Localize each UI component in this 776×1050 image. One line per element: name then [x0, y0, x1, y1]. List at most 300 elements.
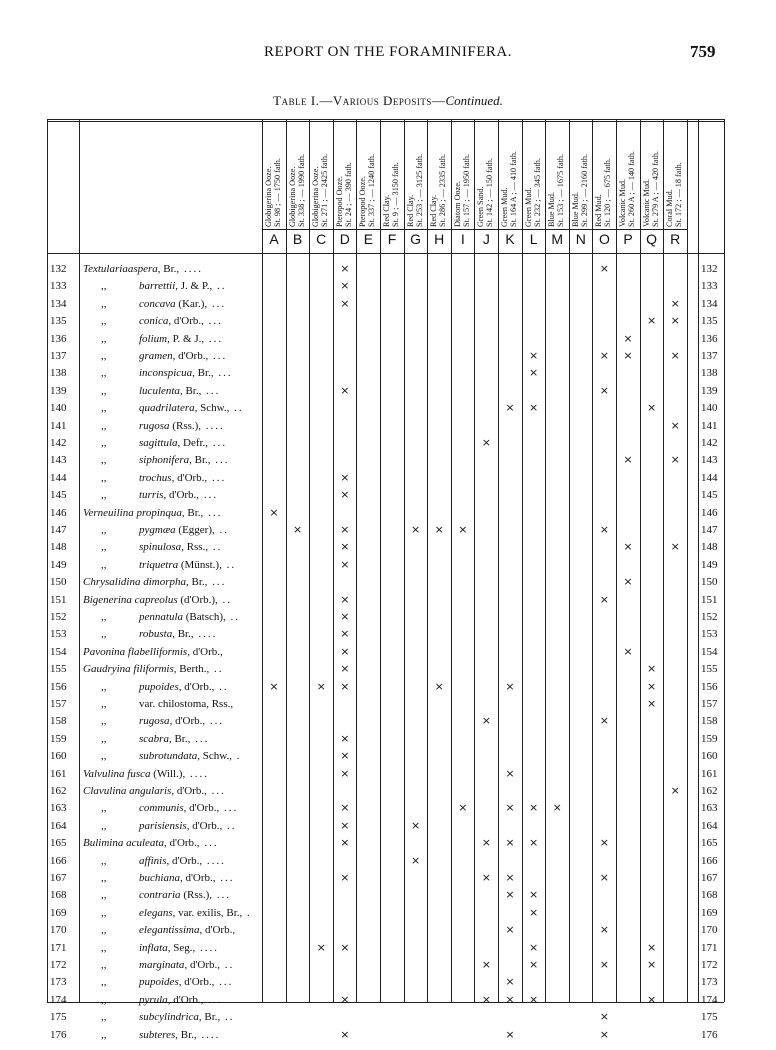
species-epithet: communis: [139, 802, 184, 815]
authority: , P. & J.,: [167, 332, 205, 345]
column-station-label: St. 232 ; — 345 fath.: [532, 158, 542, 227]
column-deposit-label: Red Clay.: [405, 194, 415, 227]
row-number: 150: [50, 576, 67, 589]
row-number-right: 171: [701, 941, 718, 954]
occurrence-mark: ×: [505, 801, 515, 815]
occurrence-mark: ×: [340, 523, 350, 536]
species-epithet: subteres: [139, 1028, 176, 1041]
authority: , Br.,: [185, 576, 208, 589]
column-deposit-label: Volcanic Mud.: [641, 178, 651, 227]
occurrence-mark: ×: [505, 975, 515, 989]
row-number-right: 172: [701, 959, 718, 971]
leader-dots: ..: [229, 402, 244, 415]
leader-dots: ..: [220, 1011, 235, 1024]
occurrence-mark: ×: [670, 418, 680, 432]
species-name: [83, 609, 263, 625]
species-name: [83, 905, 263, 921]
column-letter-o: O: [598, 231, 610, 247]
occurrence-mark: ×: [670, 314, 680, 328]
authority: , d'Orb.,: [171, 785, 207, 797]
leader-dots: ..: [208, 541, 223, 554]
species-name: [83, 748, 263, 764]
column-letter-i: I: [460, 231, 465, 247]
occurrence-mark: ×: [410, 523, 421, 536]
leader-dots: ...: [213, 367, 233, 380]
species-epithet: sagittula: [139, 437, 178, 449]
column-station-label: St. 260 A ; — 140 fath.: [627, 151, 636, 227]
authority: , Br.,: [192, 367, 214, 380]
row-number-right: 135: [701, 315, 718, 328]
leader-dots: ...: [199, 489, 219, 502]
table-row: [0, 383, 776, 399]
occurrence-mark: ×: [528, 905, 539, 919]
leader-dots: ..: [217, 593, 233, 606]
column-letter-q: Q: [646, 231, 658, 247]
species-epithet: quadrilatera: [139, 402, 195, 415]
occurrence-mark: ×: [505, 679, 515, 693]
ditto-mark: ,,: [101, 541, 107, 554]
ditto-mark: ,,: [101, 524, 107, 536]
table-row: [0, 296, 776, 312]
genus-name: Textularia: [83, 263, 128, 275]
occurrence-mark: ×: [528, 888, 539, 902]
header-bottom-rule: [47, 253, 724, 254]
authority: , var. exilis, Br.,: [172, 906, 243, 919]
column-header-m: [547, 77, 567, 227]
ditto-mark: ,,: [101, 471, 107, 484]
ditto-mark: ,,: [101, 402, 107, 415]
authority: , d'Orb.,: [166, 854, 203, 867]
authority: , Defr.,: [177, 437, 209, 449]
row-number: 172: [50, 959, 67, 971]
authority: , d'Orb.,: [178, 680, 215, 693]
occurrence-mark: ×: [340, 871, 350, 884]
ditto-mark: ,,: [101, 280, 107, 293]
occurrence-mark: ×: [340, 801, 350, 815]
species-epithet: pennatula: [139, 611, 183, 623]
table-row: [0, 748, 776, 764]
authority: , d'Orb.,: [178, 976, 215, 989]
occurrence-mark: ×: [340, 940, 350, 954]
column-station-label: St. 253 ; — 3125 fath.: [414, 153, 424, 227]
occurrence-mark: ×: [269, 679, 279, 693]
species-name: [83, 696, 263, 712]
authority: var. chilostoma, Rss.,: [139, 698, 234, 710]
column-station-label: St. 271 ; — 2425 fath.: [320, 153, 330, 227]
ditto-mark: ,,: [101, 906, 107, 919]
column-header-q: [642, 77, 662, 227]
ditto-mark: ,,: [101, 750, 107, 763]
authority: (Will.),: [150, 767, 186, 780]
species-epithet: pupoides: [139, 976, 179, 989]
authority: , Br.,: [189, 454, 211, 467]
species-name: [83, 487, 263, 503]
leader-dots: ...: [214, 976, 234, 989]
leader-dots: ..: [225, 611, 241, 623]
species-name: [83, 261, 263, 277]
table-row: [0, 592, 776, 608]
row-number: 176: [50, 1028, 67, 1041]
authority: (Egger),: [175, 524, 215, 536]
column-header-e: [358, 77, 378, 227]
species-epithet: inflata: [139, 941, 168, 954]
leader-dots: ....: [179, 263, 203, 275]
row-number: 170: [50, 924, 67, 937]
occurrence-mark: ×: [599, 592, 609, 606]
row-number-right: 146: [701, 506, 718, 519]
table-row: [0, 679, 776, 695]
row-number-right: 161: [701, 767, 718, 780]
column-station-label: St. 120 ; — 675 fath.: [603, 158, 613, 227]
species-epithet: siphonifera: [139, 454, 190, 467]
occurrence-mark: ×: [505, 888, 515, 902]
occurrence-mark: ×: [481, 436, 491, 449]
leader-dots: ...: [212, 889, 232, 902]
occurrence-mark: ×: [528, 801, 539, 815]
authority: (Münst.),: [178, 558, 222, 571]
occurrence-mark: ×: [340, 540, 350, 554]
row-number-right: 142: [701, 437, 718, 449]
species-epithet: scabra: [139, 732, 169, 745]
row-number: 151: [50, 593, 67, 606]
table-row: [0, 800, 776, 816]
genus-name: Clavulina angularis: [83, 785, 172, 797]
column-deposit-label: Red Clay.: [382, 194, 391, 227]
ditto-mark: ,,: [101, 715, 107, 728]
column-header-n: [571, 77, 591, 227]
row-number: 169: [50, 906, 67, 919]
row-number-right: 147: [701, 524, 718, 536]
occurrence-mark: ×: [269, 505, 279, 519]
authority: , Br.,: [175, 1028, 197, 1041]
column-station-label: St. 164 A ; — 410 fath.: [509, 151, 518, 227]
row-number-right: 138: [701, 367, 718, 380]
leader-dots: ....: [202, 854, 226, 867]
row-number-right: 148: [701, 541, 718, 554]
species-epithet: luculenta: [139, 384, 180, 397]
column-station-label: St. 153 ; — 1675 fath.: [556, 153, 566, 227]
ditto-mark: ,,: [101, 889, 107, 902]
species-name: [83, 940, 263, 956]
species-name: [83, 365, 263, 381]
authority: (Rss.),: [169, 419, 202, 432]
species-epithet: concava: [139, 297, 176, 310]
row-number-right: 160: [701, 750, 718, 763]
table-row: [0, 609, 776, 625]
ditto-mark: ,,: [101, 802, 107, 815]
leader-dots: ..: [209, 663, 224, 676]
leader-dots: ...: [203, 993, 223, 1006]
table-row: [0, 870, 776, 886]
column-header-l: [524, 77, 544, 227]
authority: , Br.,: [157, 263, 180, 275]
ditto-mark: ,,: [101, 332, 107, 345]
row-number: 136: [50, 332, 67, 345]
occurrence-mark: ×: [670, 453, 680, 467]
row-number: 134: [50, 297, 67, 310]
species-epithet: barrettii: [139, 280, 176, 293]
ditto-mark: ,,: [101, 384, 107, 397]
occurrence-mark: ×: [599, 871, 609, 884]
row-number-right: 144: [701, 471, 718, 484]
row-number-right: 157: [701, 698, 718, 710]
species-epithet: spinulosa: [139, 541, 182, 554]
occurrence-mark: ×: [670, 349, 680, 362]
caption-prefix: Table I.—Various Deposits—: [273, 93, 446, 108]
occurrence-mark: ×: [481, 714, 491, 728]
authority: , d'Orb.,: [163, 489, 200, 502]
table-row: [0, 731, 776, 747]
column-header-g: [406, 77, 426, 227]
species-name: [83, 870, 263, 886]
species-name: [83, 470, 263, 486]
authority: , Br.,: [179, 384, 202, 397]
leader-dots: ...: [208, 350, 228, 362]
table-row: [0, 505, 776, 521]
ditto-mark: ,,: [101, 367, 107, 380]
row-number: 144: [50, 471, 67, 484]
leader-dots: ..: [212, 280, 227, 293]
table-row: [0, 783, 776, 799]
row-number-right: 170: [701, 924, 718, 937]
column-letter-a: A: [269, 231, 279, 247]
occurrence-mark: ×: [340, 383, 350, 397]
occurrence-mark: ×: [528, 349, 539, 362]
species-epithet: contraria: [139, 889, 181, 902]
authority: , d'Orb.,: [199, 924, 236, 937]
species-name: [83, 592, 263, 608]
table-row: [0, 626, 776, 642]
species-epithet: pupoides: [139, 680, 179, 693]
authority: (Rss.),: [180, 889, 213, 902]
occurrence-mark: ×: [528, 940, 539, 954]
occurrence-mark: ×: [340, 766, 350, 780]
occurrence-mark: ×: [646, 401, 657, 415]
column-header-a: [264, 77, 284, 227]
authority: , Br.,: [181, 506, 204, 519]
column-station-label: St. 286 ; — 2335 fath.: [438, 153, 448, 227]
column-deposit-label: Coral Mud.: [665, 189, 675, 227]
ditto-mark: ,,: [101, 454, 107, 467]
row-number-right: 159: [701, 732, 718, 745]
column-letter-d: D: [339, 231, 350, 247]
occurrence-mark: ×: [434, 523, 444, 536]
occurrence-mark: ×: [458, 801, 468, 815]
ditto-mark: ,,: [101, 350, 107, 362]
column-deposit-label: Pteropod Ooze.: [358, 176, 368, 227]
row-number: 135: [50, 315, 67, 328]
row-number: 149: [50, 558, 67, 571]
column-deposit-label: Green Sand.: [476, 186, 486, 227]
column-deposit-label: Red Mud.: [594, 194, 604, 227]
ditto-mark: ,,: [101, 489, 107, 502]
occurrence-mark: ×: [458, 523, 468, 536]
ditto-mark: ,,: [101, 732, 107, 745]
caption-suffix: Continued.: [445, 93, 503, 108]
genus-name: Gaudryina filiformis: [83, 663, 174, 676]
row-number-right: 154: [701, 645, 718, 658]
occurrence-mark: ×: [434, 679, 444, 693]
table-row: [0, 261, 776, 277]
authority: , d'Orb.,: [163, 837, 200, 850]
leader-dots: ..: [222, 819, 237, 832]
occurrence-mark: ×: [481, 992, 491, 1006]
row-number-right: 175: [701, 1011, 718, 1024]
species-name: [83, 783, 263, 799]
table-row: [0, 435, 776, 451]
species-name: [83, 348, 263, 364]
row-number: 168: [50, 889, 67, 902]
table-row: [0, 905, 776, 921]
authority: , d'Orb.,: [171, 471, 208, 484]
row-number: 160: [50, 750, 67, 763]
occurrence-mark: ×: [505, 401, 515, 415]
occurrence-mark: ×: [599, 714, 609, 728]
table-row: [0, 313, 776, 329]
table-row: [0, 487, 776, 503]
row-number: 158: [50, 715, 67, 728]
column-header-j: [476, 77, 496, 227]
species-epithet: inconspicua: [139, 367, 193, 380]
occurrence-mark: ×: [340, 592, 350, 606]
column-header-b: [288, 77, 308, 227]
occurrence-mark: ×: [340, 992, 350, 1006]
column-letter-j: J: [482, 231, 490, 247]
occurrence-mark: ×: [481, 958, 491, 971]
column-header-f: [382, 77, 402, 227]
table-row: [0, 1027, 776, 1043]
ditto-mark: ,,: [101, 611, 107, 623]
column-letter-g: G: [410, 231, 422, 247]
species-name: [83, 557, 263, 573]
leader-dots: ...: [219, 802, 239, 815]
species-name: [83, 313, 263, 329]
species-name: [83, 331, 263, 347]
table-row: [0, 348, 776, 364]
table-row: [0, 539, 776, 555]
row-number-right: 149: [701, 558, 718, 571]
species-epithet: elegantissima: [139, 924, 200, 937]
column-station-label: St. 279 A ; — 420 fath.: [650, 151, 660, 227]
authority: , d'Orb.,: [184, 959, 221, 971]
leader-dots: ....: [185, 767, 209, 780]
ditto-mark: ,,: [101, 297, 107, 310]
running-title: REPORT ON THE FORAMINIFERA.: [264, 44, 512, 60]
row-number: 163: [50, 802, 67, 815]
row-number: 155: [50, 663, 67, 676]
occurrence-mark: ×: [340, 557, 350, 571]
species-epithet: subcylindrica: [139, 1011, 199, 1024]
ditto-mark: ,,: [101, 698, 107, 710]
genus-name: Pavonina flabelliformis: [83, 645, 188, 658]
row-number: 139: [50, 384, 67, 397]
column-deposit-label: Blue Mud.: [547, 191, 557, 227]
column-letter-n: N: [575, 231, 586, 247]
row-number-right: 173: [701, 976, 718, 989]
species-name: [83, 400, 263, 416]
column-letter-m: M: [551, 231, 564, 247]
species-epithet: elegans: [139, 906, 173, 919]
occurrence-mark: ×: [340, 1027, 350, 1041]
authority: , J. & P.,: [175, 280, 213, 293]
leader-dots: ...: [215, 872, 235, 884]
occurrence-mark: ×: [340, 610, 350, 623]
occurrence-mark: ×: [505, 871, 515, 884]
occurrence-mark: ×: [599, 923, 609, 937]
row-number-right: 156: [701, 680, 718, 693]
row-number: 162: [50, 785, 67, 797]
occurrence-mark: ×: [670, 540, 680, 554]
leader-dots: ...: [207, 576, 227, 589]
species-epithet: subrotundata: [139, 750, 198, 763]
row-number-right: 166: [701, 854, 718, 867]
column-deposit-label: Globigerina Ooze.: [311, 166, 321, 227]
row-number-right: 155: [701, 663, 718, 676]
occurrence-mark: ×: [528, 401, 539, 415]
species-name: [83, 731, 263, 747]
table-row: [0, 400, 776, 416]
leader-dots: ...: [203, 315, 223, 328]
occurrence-mark: ×: [340, 279, 350, 293]
occurrence-mark: ×: [481, 836, 491, 850]
ditto-mark: ,,: [101, 941, 107, 954]
species-name: [83, 713, 263, 729]
row-number: 145: [50, 489, 67, 502]
table-row: [0, 922, 776, 938]
occurrence-mark: ×: [623, 575, 633, 589]
row-number: 161: [50, 767, 67, 780]
column-header-r: [665, 77, 685, 227]
species-name: [83, 853, 263, 869]
row-number: 171: [50, 941, 67, 954]
row-number-right: 136: [701, 332, 718, 345]
authority: (Kar.),: [175, 297, 208, 310]
row-number: 165: [50, 837, 67, 850]
authority: , d'Orb.,: [168, 315, 204, 328]
leader-dots: ..: [214, 524, 230, 536]
authority: , d'Orb.,: [186, 819, 223, 832]
row-number: 138: [50, 367, 67, 380]
column-letter-p: P: [623, 231, 633, 247]
species-name: [83, 522, 263, 538]
table-row: [0, 818, 776, 834]
authority: , Br.,: [172, 628, 194, 641]
species-name: [83, 383, 263, 399]
column-letter-k: K: [505, 231, 515, 247]
leader-dots: ...: [190, 732, 210, 745]
row-number: 146: [50, 506, 67, 519]
occurrence-mark: ×: [599, 836, 609, 850]
occurrence-mark: ×: [316, 940, 326, 954]
table-row: [0, 574, 776, 590]
occurrence-mark: ×: [599, 523, 609, 536]
species-name: [83, 974, 263, 990]
row-number-right: 132: [701, 263, 718, 275]
ditto-mark: ,,: [101, 854, 107, 867]
occurrence-mark: ×: [292, 523, 303, 536]
genus-name: Verneuilina propinqua: [83, 506, 182, 519]
ditto-mark: ,,: [101, 437, 107, 449]
table-row: [0, 644, 776, 660]
occurrence-mark: ×: [623, 331, 633, 345]
occurrence-mark: ×: [646, 679, 657, 693]
species-name: [83, 887, 263, 903]
occurrence-mark: ×: [410, 818, 421, 832]
species-name: [83, 574, 263, 590]
species-name: [83, 766, 263, 782]
occurrence-mark: ×: [340, 818, 350, 832]
authority: , Rss.,: [181, 541, 209, 554]
